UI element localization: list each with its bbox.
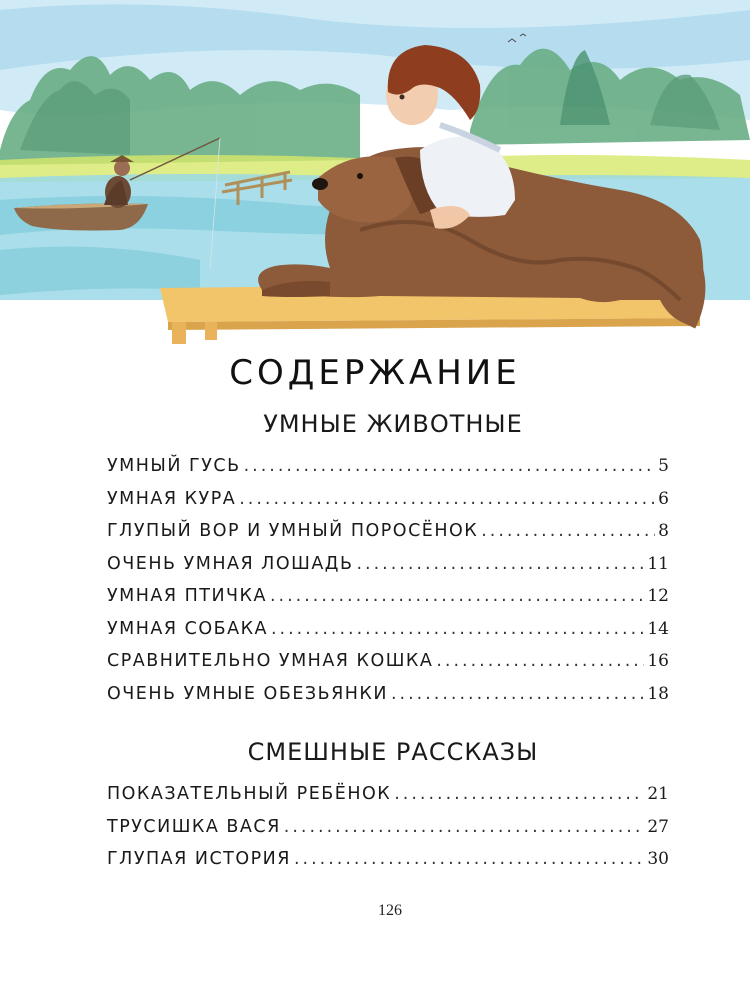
toc-entry[interactable]	[107, 489, 669, 522]
dot-leader	[391, 684, 644, 704]
toc-entry-page: 8	[658, 521, 669, 541]
dot-leader	[239, 489, 655, 509]
dot-leader	[284, 817, 645, 837]
toc-entry-title: ГЛУПЫЙ ВОР И УМНЫЙ ПОРОСЁНОК	[107, 521, 479, 541]
dot-leader	[244, 456, 656, 476]
toc-entry-title: ГЛУПАЯ ИСТОРИЯ	[107, 849, 291, 869]
toc-entry-title: ПОКАЗАТЕЛЬНЫЙ РЕБЁНОК	[107, 784, 392, 804]
toc-entry[interactable]	[107, 619, 669, 652]
toc-entry[interactable]	[107, 586, 669, 619]
toc-entry-page: 14	[647, 618, 669, 639]
toc-entry-title: УМНЫЙ ГУСЬ	[107, 456, 241, 476]
toc-entry-title: УМНАЯ ПТИЧКА	[107, 586, 267, 606]
toc-entry[interactable]	[107, 849, 669, 882]
page-title: СОДЕРЖАНИЕ	[229, 353, 521, 393]
toc-entry-page: 16	[647, 651, 669, 671]
toc-entry-page: 6	[658, 488, 669, 509]
dot-leader	[394, 784, 644, 804]
toc-entry-page: 21	[647, 784, 669, 804]
dot-leader	[271, 619, 644, 639]
toc-entry-title: СРАВНИТЕЛЬНО УМНАЯ КОШКА	[107, 651, 434, 671]
toc-entry-title: УМНАЯ КУРА	[107, 488, 237, 509]
page-number: 126	[378, 902, 402, 919]
toc-entry-page: 18	[647, 683, 669, 704]
toc-entry-page: 30	[647, 849, 669, 869]
toc-entry[interactable]	[107, 456, 669, 489]
section-title-funny-stories: СМЕШНЫЕ РАССКАЗЫ	[247, 738, 539, 766]
header-illustration	[0, 0, 750, 350]
dot-leader	[294, 849, 644, 869]
toc-entry-page: 11	[647, 553, 669, 574]
dot-leader	[481, 521, 655, 541]
section-title-smart-animals: УМНЫЕ ЖИВОТНЫЕ	[263, 410, 523, 438]
toc-entry[interactable]	[107, 554, 669, 587]
dot-leader	[436, 651, 644, 671]
toc-entry-page: 12	[647, 586, 669, 606]
toc-entry[interactable]	[107, 651, 669, 684]
toc-entry-title: ТРУСИШКА ВАСЯ	[107, 816, 281, 837]
toc-list-funny-stories	[107, 784, 669, 882]
toc-entry-page: 5	[658, 456, 669, 476]
toc-entry-title: ОЧЕНЬ УМНЫЕ ОБЕЗЬЯНКИ	[107, 683, 388, 704]
toc-entry[interactable]	[107, 784, 669, 817]
toc-entry[interactable]	[107, 684, 669, 717]
toc-entry-page: 27	[647, 816, 669, 837]
toc-entry-title: ОЧЕНЬ УМНАЯ ЛОШАДЬ	[107, 553, 354, 574]
toc-entry[interactable]	[107, 817, 669, 850]
toc-entry-title: УМНАЯ СОБАКА	[107, 618, 268, 639]
dot-leader	[356, 554, 644, 574]
toc-list-smart-animals	[107, 456, 669, 716]
toc-entry[interactable]	[107, 521, 669, 554]
dot-leader	[270, 586, 644, 606]
